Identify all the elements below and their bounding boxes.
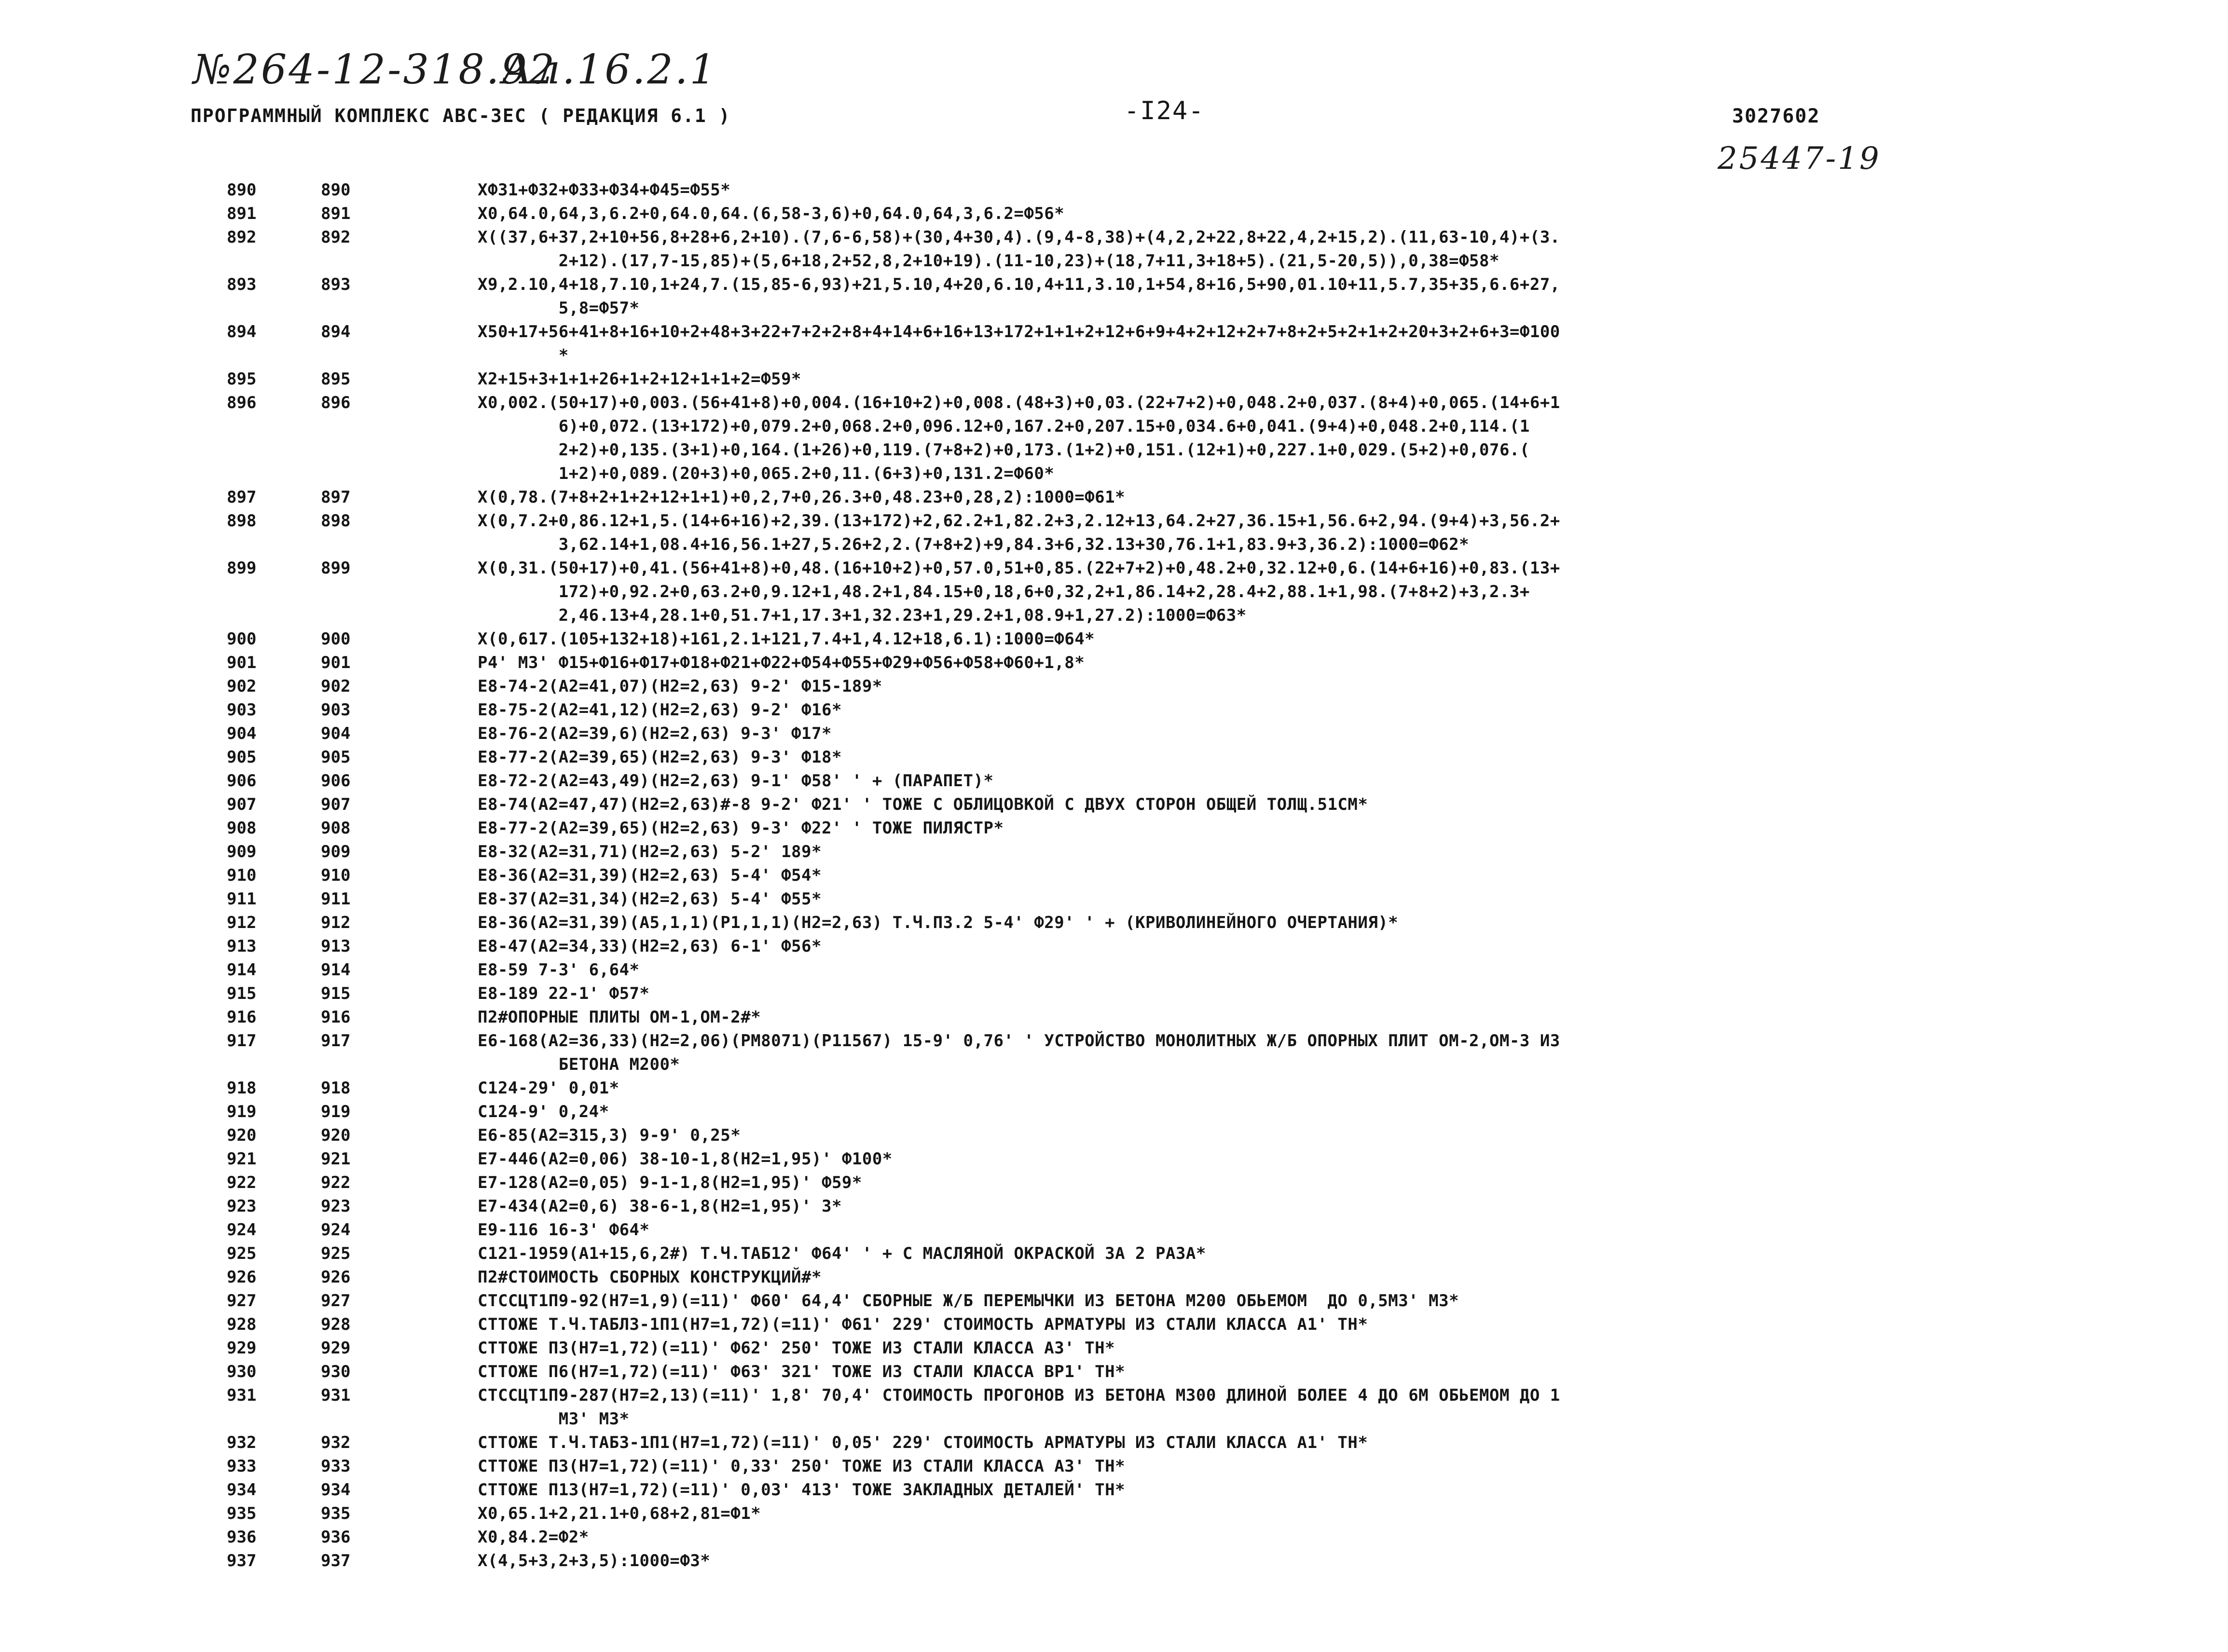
line-number: 910 [227, 866, 257, 885]
line-number: 897 [227, 488, 257, 507]
listing-row [0, 1171, 2228, 1195]
statement-number: 890 [321, 180, 351, 200]
statement-number: 901 [321, 653, 351, 672]
statement-number: 915 [321, 984, 351, 1003]
statement-number: 912 [321, 913, 351, 932]
statement-number: 893 [321, 275, 351, 294]
listing-row [0, 651, 2228, 675]
statement-number: 921 [321, 1149, 351, 1169]
statement-text: Х(4,5+3,2+3,5):1000=Ф3* [478, 1551, 711, 1570]
handwritten-sheet-reference: Ал.16.2.1 [502, 46, 717, 93]
statement-text: Е8-77-2(А2=39,65)(Н2=2,63) 9-3' Ф18* [478, 748, 842, 767]
line-number: 906 [227, 771, 257, 791]
statement-text: ХФ31+Ф32+Ф33+Ф34+Ф45=Ф55* [478, 180, 731, 200]
statement-number: 929 [321, 1338, 351, 1358]
listing-row [0, 557, 2228, 628]
program-header: ПРОГРАММНЫЙ КОМПЛЕКС АВС-ЗЕС ( РЕДАКЦИЯ 6.1 ) [191, 105, 731, 126]
line-number: 937 [227, 1551, 257, 1570]
listing-row [0, 1313, 2228, 1337]
line-number: 902 [227, 677, 257, 696]
line-number: 911 [227, 889, 257, 909]
statement-number: 923 [321, 1197, 351, 1216]
listing-row [0, 675, 2228, 698]
listing-row [0, 840, 2228, 864]
line-number: 919 [227, 1102, 257, 1121]
handwritten-code: 25447-19 [1718, 141, 1881, 177]
statement-text: Е8-47(А2=34,33)(Н2=2,63) 6-1' Ф56* [478, 937, 822, 956]
line-number: 917 [227, 1031, 257, 1051]
line-number: 920 [227, 1126, 257, 1145]
statement-text: Е8-37(А2=31,34)(Н2=2,63) 5-4' Ф55* [478, 889, 822, 909]
listing-row [0, 887, 2228, 911]
line-number: 891 [227, 204, 257, 223]
line-number: 915 [227, 984, 257, 1003]
statement-text: Е6-85(А2=315,3) 9-9' 0,25* [478, 1126, 741, 1145]
line-number: 931 [227, 1386, 257, 1405]
listing-row [0, 486, 2228, 509]
listing-row [0, 935, 2228, 958]
listing-row [0, 1100, 2228, 1124]
statement-text: Е8-36(А2=31,39)(Н2=2,63) 5-4' Ф54* [478, 866, 822, 885]
statement-number: 911 [321, 889, 351, 909]
listing-row [0, 1431, 2228, 1455]
listing-row [0, 1029, 2228, 1077]
line-number: 922 [227, 1173, 257, 1192]
statement-number: 920 [321, 1126, 351, 1145]
line-number: 907 [227, 795, 257, 814]
line-number: 893 [227, 275, 257, 294]
statement-text: Х((37,6+37,2+10+56,8+28+6,2+10).(7,6-6,58)+(30,4+30,4).(9,4-8,38)+(4,2,2+22,8+22,4,2+15,2).(11,63-10,4)+(3. 2+12).(17,7-15,85)+(5,6+18,2+52,8,2+10+19).(11-10,23)+(18,7+11,3+18+5).(21,5-20,5)),0,38=Ф58* [478, 228, 1560, 271]
statement-text: Х9,2.10,4+18,7.10,1+24,7.(15,85-6,93)+21,5.10,4+20,6.10,4+11,3.10,1+54,8+16,5+90,01.10+11,5.7,35+35,6.6+27, 5,8=Ф57* [478, 275, 1560, 318]
line-number: 916 [227, 1008, 257, 1027]
statement-number: 937 [321, 1551, 351, 1570]
line-number: 932 [227, 1433, 257, 1452]
statement-number: 924 [321, 1220, 351, 1240]
line-number: 901 [227, 653, 257, 672]
statement-text: Х(0,78.(7+8+2+1+2+12+1+1)+0,2,7+0,26.3+0,48.23+0,28,2):1000=Ф61* [478, 488, 1126, 507]
line-number: 908 [227, 819, 257, 838]
statement-text: Е8-77-2(А2=39,65)(Н2=2,63) 9-3' Ф22' ' ТОЖЕ ПИЛЯСТР* [478, 819, 1004, 838]
statement-number: 897 [321, 488, 351, 507]
statement-text: Х2+15+3+1+1+26+1+2+12+1+1+2=Ф59* [478, 369, 802, 389]
statement-number: 902 [321, 677, 351, 696]
statement-number: 898 [321, 511, 351, 531]
statement-number: 926 [321, 1268, 351, 1287]
listing-row [0, 722, 2228, 746]
listing-row [0, 698, 2228, 722]
statement-text: Е8-36(А2=31,39)(А5,1,1)(Р1,1,1)(Н2=2,63) Т.Ч.ПЗ.2 5-4' Ф29' ' + (КРИВОЛИНЕЙНОГО ОЧЕРТАНИЯ)* [478, 913, 1399, 932]
line-number: 894 [227, 322, 257, 341]
line-number: 930 [227, 1362, 257, 1381]
listing-row [0, 864, 2228, 887]
listing-row [0, 769, 2228, 793]
line-number: 909 [227, 842, 257, 861]
statement-number: 925 [321, 1244, 351, 1263]
statement-text: Е8-74-2(А2=41,07)(Н2=2,63) 9-2' Ф15-189* [478, 677, 882, 696]
listing-row [0, 1478, 2228, 1502]
statement-text: С121-1959(А1+15,6,2#) Т.Ч.ТАБ12' Ф64' ' + С МАСЛЯНОЙ ОКРАСКОЙ ЗА 2 РАЗА* [478, 1244, 1206, 1263]
line-number: 926 [227, 1268, 257, 1287]
statement-text: Х(0,617.(105+132+18)+161,2.1+121,7.4+1,4.12+18,6.1):1000=Ф64* [478, 629, 1095, 649]
line-number: 914 [227, 960, 257, 980]
statement-text: СТТОЖЕ Т.Ч.ТАБ3-1П1(Н7=1,72)(=11)' 0,05' 229' СТОИМОСТЬ АРМАТУРЫ ИЗ СТАЛИ КЛАССА А1' ТН* [478, 1433, 1368, 1452]
statement-text: Е7-434(А2=0,6) 38-6-1,8(Н2=1,95)' 3* [478, 1197, 842, 1216]
statement-number: 903 [321, 700, 351, 720]
statement-text: С124-9' 0,24* [478, 1102, 609, 1121]
listing-row [0, 1242, 2228, 1266]
statement-text: Е6-168(А2=36,33)(Н2=2,06)(РМ8071)(Р11567) 15-9' 0,76' ' УСТРОЙСТВО МОНОЛИТНЫХ Ж/Б ОПОРНЫХ ПЛИТ ОМ-2,ОМ-3 ИЗ БЕТОНА М200* [478, 1031, 1560, 1074]
statement-text: СТТОЖЕ П13(Н7=1,72)(=11)' 0,03' 413' ТОЖЕ ЗАКЛАДНЫХ ДЕТАЛЕЙ' ТН* [478, 1480, 1126, 1500]
statement-text: Е8-32(А2=31,71)(Н2=2,63) 5-2' 189* [478, 842, 822, 861]
listing-row [0, 982, 2228, 1006]
line-number: 898 [227, 511, 257, 531]
listing-row [0, 1384, 2228, 1431]
statement-number: 932 [321, 1433, 351, 1452]
statement-number: 928 [321, 1315, 351, 1334]
statement-number: 934 [321, 1480, 351, 1500]
statement-text: Е9-116 16-3' Ф64* [478, 1220, 650, 1240]
line-number: 895 [227, 369, 257, 389]
statement-number: 905 [321, 748, 351, 767]
line-number: 900 [227, 629, 257, 649]
statement-text: Х0,65.1+2,21.1+0,68+2,81=Ф1* [478, 1504, 761, 1523]
statement-text: СТССЦТ1П9-92(Н7=1,9)(=11)' Ф60' 64,4' СБОРНЫЕ Ж/Б ПЕРЕМЫЧКИ ИЗ БЕТОНА М200 ОБЬЕМОМ ДО 0,5М3' М3* [478, 1291, 1459, 1311]
statement-number: 891 [321, 204, 351, 223]
line-number: 929 [227, 1338, 257, 1358]
line-number: 921 [227, 1149, 257, 1169]
statement-text: Х0,84.2=Ф2* [478, 1528, 589, 1547]
line-number: 934 [227, 1480, 257, 1500]
statement-text: Х50+17+56+41+8+16+10+2+48+3+22+7+2+2+8+4+14+6+16+13+172+1+1+2+12+6+9+4+2+12+2+7+8+2+5+2+1+2+20+3+2+6+3=Ф100 * [478, 322, 1560, 365]
statement-number: 895 [321, 369, 351, 389]
line-number: 903 [227, 700, 257, 720]
listing-row [0, 1218, 2228, 1242]
listing-row [0, 1266, 2228, 1289]
handwritten-document-number: №264-12-318.92 [193, 46, 557, 93]
statement-number: 931 [321, 1386, 351, 1405]
listing-row [0, 1455, 2228, 1478]
listing-row [0, 273, 2228, 320]
statement-text: Х(0,31.(50+17)+0,41.(56+41+8)+0,48.(16+10+2)+0,57.0,51+0,85.(22+7+2)+0,48.2+0,32.12+0,6.(14+6+16)+0,83.(13+ 172)+0,92.2+0,63.2+0,9.12+1,48.2+1,84.15+0,18,6+0,32,2+1,86.14+2,28.4+2,88.1+1,98.(7+8+2)+3,2.3+ 2,46.13+4,28.1+0,51.7+1,17.3+1,32.23+1,29.2+1,08.9+1,27.2):1000=Ф63* [478, 559, 1560, 625]
listing-row [0, 1360, 2228, 1384]
statement-number: 896 [321, 393, 351, 412]
listing-row [0, 1526, 2228, 1549]
line-number: 924 [227, 1220, 257, 1240]
statement-number: 906 [321, 771, 351, 791]
page-number: -I24- [1124, 96, 1205, 125]
statement-number: 918 [321, 1079, 351, 1098]
line-number: 927 [227, 1291, 257, 1311]
line-number: 892 [227, 228, 257, 247]
statement-number: 936 [321, 1528, 351, 1547]
statement-text: Е8-189 22-1' Ф57* [478, 984, 650, 1003]
listing-row [0, 628, 2228, 651]
statement-number: 899 [321, 559, 351, 578]
statement-number: 908 [321, 819, 351, 838]
statement-number: 927 [321, 1291, 351, 1311]
statement-number: 900 [321, 629, 351, 649]
line-number: 923 [227, 1197, 257, 1216]
statement-number: 935 [321, 1504, 351, 1523]
line-number: 913 [227, 937, 257, 956]
program-listing [0, 178, 2228, 1573]
line-number: 918 [227, 1079, 257, 1098]
listing-row [0, 178, 2228, 202]
statement-text: П2#СТОИМОСТЬ СБОРНЫХ КОНСТРУКЦИЙ#* [478, 1268, 822, 1287]
listing-row [0, 368, 2228, 391]
line-number: 912 [227, 913, 257, 932]
statement-text: П2#ОПОРНЫЕ ПЛИТЫ ОМ-1,ОМ-2#* [478, 1008, 761, 1027]
statement-number: 922 [321, 1173, 351, 1192]
statement-text: С124-29' 0,01* [478, 1079, 619, 1098]
line-number: 936 [227, 1528, 257, 1547]
statement-number: 913 [321, 937, 351, 956]
statement-number: 894 [321, 322, 351, 341]
listing-row [0, 746, 2228, 769]
listing-row [0, 202, 2228, 226]
statement-number: 907 [321, 795, 351, 814]
statement-text: Е8-75-2(А2=41,12)(Н2=2,63) 9-2' Ф16* [478, 700, 842, 720]
statement-number: 917 [321, 1031, 351, 1051]
line-number: 890 [227, 180, 257, 200]
statement-number: 916 [321, 1008, 351, 1027]
statement-text: Е7-446(А2=0,06) 38-10-1,8(Н2=1,95)' Ф100* [478, 1149, 893, 1169]
listing-row [0, 793, 2228, 817]
statement-text: Е8-74(А2=47,47)(Н2=2,63)#-8 9-2' Ф21' ' ТОЖЕ С ОБЛИЦОВКОЙ С ДВУХ СТОРОН ОБЩЕЙ ТОЛЩ.51СМ* [478, 795, 1368, 814]
line-number: 925 [227, 1244, 257, 1263]
statement-text: СТТОЖЕ Т.Ч.ТАБЛ3-1П1(Н7=1,72)(=11)' Ф61' 229' СТОИМОСТЬ АРМАТУРЫ ИЗ СТАЛИ КЛАССА А1' ТН* [478, 1315, 1368, 1334]
statement-text: Х0,002.(50+17)+0,003.(56+41+8)+0,004.(16+10+2)+0,008.(48+3)+0,03.(22+7+2)+0,048.2+0,037.(8+4)+0,065.(14+6+1 6)+0,072.(13+172)+0,079.2+0,068.2+0,096.12+0,167.2+0,207.15+0,034.6+0,041.(9+4)+0,048.2+0,114.(1 2+2)+0,135.(3+1)+0,164.(1+26)+0,119.(7+8+2)+0,173.(1+2)+0,151.(12+1)+0,227.1+0,029.(5+2)+0,076.( 1+2)+0,089.(20+3)+0,065.2+0,11.(6+3)+0,131.2=Ф60* [478, 393, 1560, 483]
statement-text: СТТОЖЕ П6(Н7=1,72)(=11)' Ф63' 321' ТОЖЕ ИЗ СТАЛИ КЛАССА ВР1' ТН* [478, 1362, 1126, 1381]
document-code: 3027602 [1732, 105, 1820, 127]
line-number: 904 [227, 724, 257, 743]
statement-text: Е8-76-2(А2=39,6)(Н2=2,63) 9-3' Ф17* [478, 724, 832, 743]
statement-text: Е8-59 7-3' 6,64* [478, 960, 640, 980]
statement-text: СТТОЖЕ П3(Н7=1,72)(=11)' 0,33' 250' ТОЖЕ ИЗ СТАЛИ КЛАССА А3' ТН* [478, 1457, 1126, 1476]
statement-number: 892 [321, 228, 351, 247]
statement-number: 914 [321, 960, 351, 980]
listing-row [0, 1549, 2228, 1573]
listing-row [0, 1337, 2228, 1360]
statement-text: Е8-72-2(А2=43,49)(Н2=2,63) 9-1' Ф58' ' + (ПАРАПЕТ)* [478, 771, 994, 791]
line-number: 928 [227, 1315, 257, 1334]
statement-number: 904 [321, 724, 351, 743]
line-number: 896 [227, 393, 257, 412]
statement-text: Р4' М3' Ф15+Ф16+Ф17+Ф18+Ф21+Ф22+Ф54+Ф55+Ф29+Ф56+Ф58+Ф60+1,8* [478, 653, 1085, 672]
listing-row [0, 320, 2228, 368]
listing-row [0, 1077, 2228, 1100]
listing-row [0, 1502, 2228, 1526]
statement-number: 930 [321, 1362, 351, 1381]
statement-text: Х0,64.0,64,3,6.2+0,64.0,64.(6,58-3,6)+0,64.0,64,3,6.2=Ф56* [478, 204, 1065, 223]
statement-text: Е7-128(А2=0,05) 9-1-1,8(Н2=1,95)' Ф59* [478, 1173, 862, 1192]
line-number: 935 [227, 1504, 257, 1523]
listing-row [0, 911, 2228, 935]
listing-row [0, 1147, 2228, 1171]
statement-number: 919 [321, 1102, 351, 1121]
listing-row [0, 958, 2228, 982]
statement-text: Х(0,7.2+0,86.12+1,5.(14+6+16)+2,39.(13+172)+2,62.2+1,82.2+3,2.12+13,64.2+27,36.15+1,56.6+2,94.(9+4)+3,56.2+ 3,62.14+1,08.4+16,56.1+27,5.26+2,2.(7+8+2)+9,84.3+6,32.13+30,76.1+1,83.9+3,36.2):1000=Ф62* [478, 511, 1560, 554]
statement-number: 910 [321, 866, 351, 885]
statement-number: 909 [321, 842, 351, 861]
statement-text: СТТОЖЕ П3(Н7=1,72)(=11)' Ф62' 250' ТОЖЕ ИЗ СТАЛИ КЛАССА А3' ТН* [478, 1338, 1115, 1358]
line-number: 899 [227, 559, 257, 578]
statement-text: СТССЦТ1П9-287(Н7=2,13)(=11)' 1,8' 70,4' СТОИМОСТЬ ПРОГОНОВ ИЗ БЕТОНА М300 ДЛИНОЙ БОЛЕЕ 4 ДО 6М ОБЬЕМОМ ДО 1 М3' М3* [478, 1386, 1560, 1429]
listing-row [0, 1124, 2228, 1147]
listing-row [0, 817, 2228, 840]
listing-row [0, 1289, 2228, 1313]
listing-row [0, 509, 2228, 557]
listing-row [0, 1006, 2228, 1029]
line-number: 905 [227, 748, 257, 767]
statement-number: 933 [321, 1457, 351, 1476]
listing-row [0, 226, 2228, 273]
listing-row [0, 1195, 2228, 1218]
listing-row [0, 391, 2228, 486]
line-number: 933 [227, 1457, 257, 1476]
